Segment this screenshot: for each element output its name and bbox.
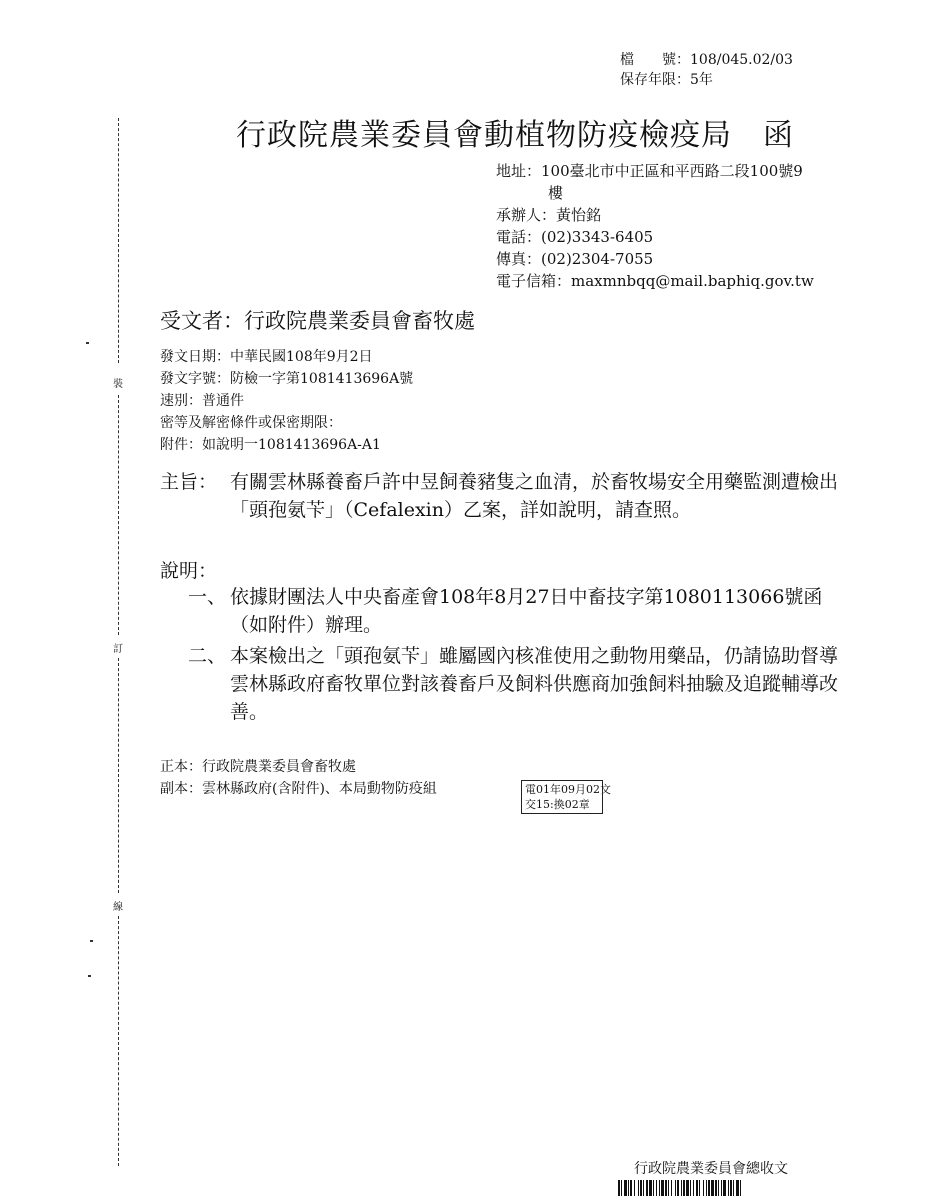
binding-mark: 裝 <box>113 379 123 390</box>
binding-line <box>118 395 119 635</box>
address-row <box>496 160 814 182</box>
contact-block <box>496 160 814 292</box>
phone-label: 電話： <box>496 228 542 246</box>
scan-speck <box>90 940 93 942</box>
retention-period: 保存年限：5年 <box>620 72 713 88</box>
fax-label: 傳真： <box>496 250 542 268</box>
address-label: 地址： <box>496 162 542 180</box>
binding-line <box>118 118 119 363</box>
phone-value: (02)3343-6405 <box>541 228 654 246</box>
speed-class: 速別：普通件 <box>160 393 244 409</box>
binding-line <box>118 658 119 893</box>
item-number: 二、 <box>188 645 227 667</box>
issue-date: 發文日期：中華民國108年9月2日 <box>160 349 373 365</box>
distribution <box>160 756 437 800</box>
email-value: maxmnbqq@mail.baphiq.gov.tw <box>571 272 814 290</box>
fax-row <box>496 248 814 270</box>
file-number: 檔 號：108/045.02/03 <box>620 52 793 68</box>
original-recipient: 正本：行政院農業委員會畜牧處 <box>160 759 356 775</box>
document-title: 行政院農業委員會動植物防疫檢疫局 函 <box>236 118 794 153</box>
explanation-label: 說明： <box>160 560 218 582</box>
subject-text: 有關雲林縣養畜戶許中昱飼養豬隻之血清，於畜牧場安全用藥監測遭檢出「頭孢氨苄」（Cefalexin）乙案，詳如說明，請查照。 <box>230 471 839 521</box>
document-meta <box>160 346 413 456</box>
secrecy-level: 密等及解密條件或保密期限： <box>160 415 342 431</box>
item-text: 本案檢出之「頭孢氨苄」雖屬國內核准使用之動物用藥品，仍請協助督導雲林縣政府畜牧單位對該養畜戶及飼料供應商加強飼料抽驗及追蹤輔導改善。 <box>230 645 839 723</box>
scan-speck <box>86 342 89 344</box>
copy-recipients: 副本：雲林縣政府(含附件)、本局動物防疫組 <box>160 781 437 797</box>
document-number: 發文字號：防檢一字第1081413696A號 <box>160 371 414 387</box>
address-continuation: 樓 <box>548 184 564 202</box>
email-label: 電子信箱： <box>496 272 572 290</box>
subject-label: 主旨： <box>160 471 218 493</box>
barcode <box>618 1180 836 1196</box>
address-value: 100臺北市中正區和平西路二段100號9 <box>541 162 803 180</box>
handler-value: 黃怡銘 <box>556 206 602 224</box>
binding-mark: 訂 <box>113 644 123 655</box>
archive-info <box>620 50 793 90</box>
dispatch-stamp: 電01年09月02文 交15:換02章 <box>521 780 603 814</box>
fax-value: (02)2304-7055 <box>541 250 654 268</box>
handler-label: 承辦人： <box>496 206 557 224</box>
email-row <box>496 270 814 292</box>
barcode-bar <box>741 1180 743 1196</box>
item-number: 一、 <box>188 586 227 608</box>
binding-mark: 線 <box>113 902 123 913</box>
phone-row <box>496 226 814 248</box>
scan-speck <box>88 975 91 977</box>
attachment: 附件：如說明一1081413696A-A1 <box>160 437 381 453</box>
item-text: 依據財團法人中央畜產會108年8月27日中畜技字第1080113066號函（如附件）辦理。 <box>230 586 823 636</box>
binding-line <box>118 916 119 1166</box>
recipient: 受文者：行政院農業委員會畜牧處 <box>160 309 475 333</box>
handler-row <box>496 204 814 226</box>
receipt-label: 行政院農業委員會總收文 <box>634 1161 788 1177</box>
